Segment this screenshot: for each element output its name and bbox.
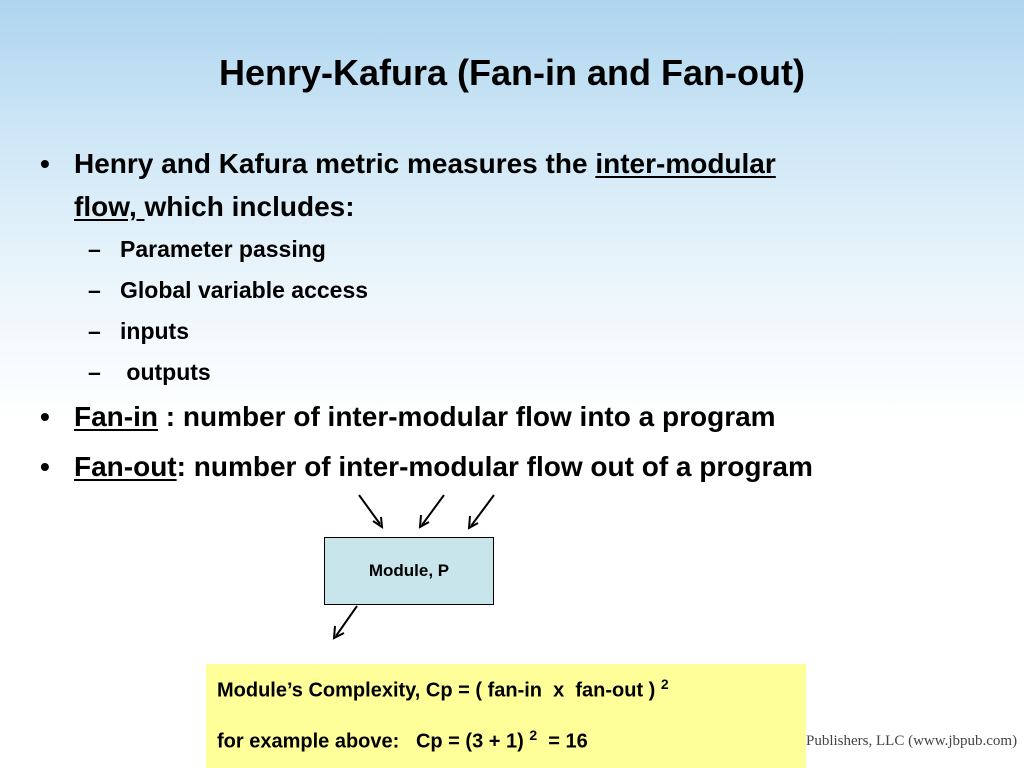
bullet-marker: • bbox=[40, 451, 50, 482]
bullet-marker: • bbox=[40, 148, 50, 179]
exponent: 2 bbox=[660, 676, 669, 692]
fan-out-arrow bbox=[336, 606, 357, 636]
module-p-box bbox=[324, 537, 494, 605]
sub-item-marker: – bbox=[88, 359, 101, 385]
bullet-text: Fan-out: number of inter-modular flow out of a program bbox=[74, 451, 813, 482]
bullet-text: Fan-in : number of inter-modular flow into a program bbox=[74, 401, 776, 432]
exponent: 2 bbox=[529, 727, 538, 743]
fan-out-term: Fan-out bbox=[74, 451, 177, 482]
publisher-credit: Publishers, LLC (www.jbpub.com) bbox=[806, 733, 1018, 749]
module-label: Module, P bbox=[368, 561, 450, 580]
fan-in-arrow-2 bbox=[422, 495, 444, 525]
bullet-marker: • bbox=[40, 401, 50, 432]
complexity-formula-box bbox=[206, 664, 806, 768]
fan-in-arrow-3 bbox=[471, 495, 494, 526]
formula-line-example: for example above: Cp = (3 + 1) $^2$ = 16 bbox=[217, 727, 588, 753]
sub-item-label: Global variable access bbox=[120, 277, 369, 303]
bullet-text-line1: Henry and Kafura metric measures the inter-modular bbox=[74, 148, 776, 179]
fan-in-term: Fan-in bbox=[74, 401, 158, 432]
sub-item-marker: – bbox=[88, 236, 101, 262]
bullet-text-line2: flow, which includes: bbox=[74, 191, 355, 222]
sub-item-label: outputs bbox=[120, 359, 211, 385]
sub-item-marker: – bbox=[88, 318, 101, 344]
sub-item-label: inputs bbox=[120, 318, 189, 344]
sub-item-marker: – bbox=[88, 277, 101, 303]
sub-item-label: Parameter passing bbox=[120, 236, 326, 262]
slide-title: Henry-Kafura (Fan-in and Fan-out) bbox=[219, 52, 805, 93]
flow-term: flow, bbox=[74, 191, 145, 222]
formula-line-definition: Module’s Complexity, Cp = ( fan-in x fan-out ) $^2$ bbox=[217, 676, 669, 702]
inter-modular-term: inter-modular bbox=[595, 148, 776, 179]
fan-in-arrow-1 bbox=[359, 495, 380, 524]
